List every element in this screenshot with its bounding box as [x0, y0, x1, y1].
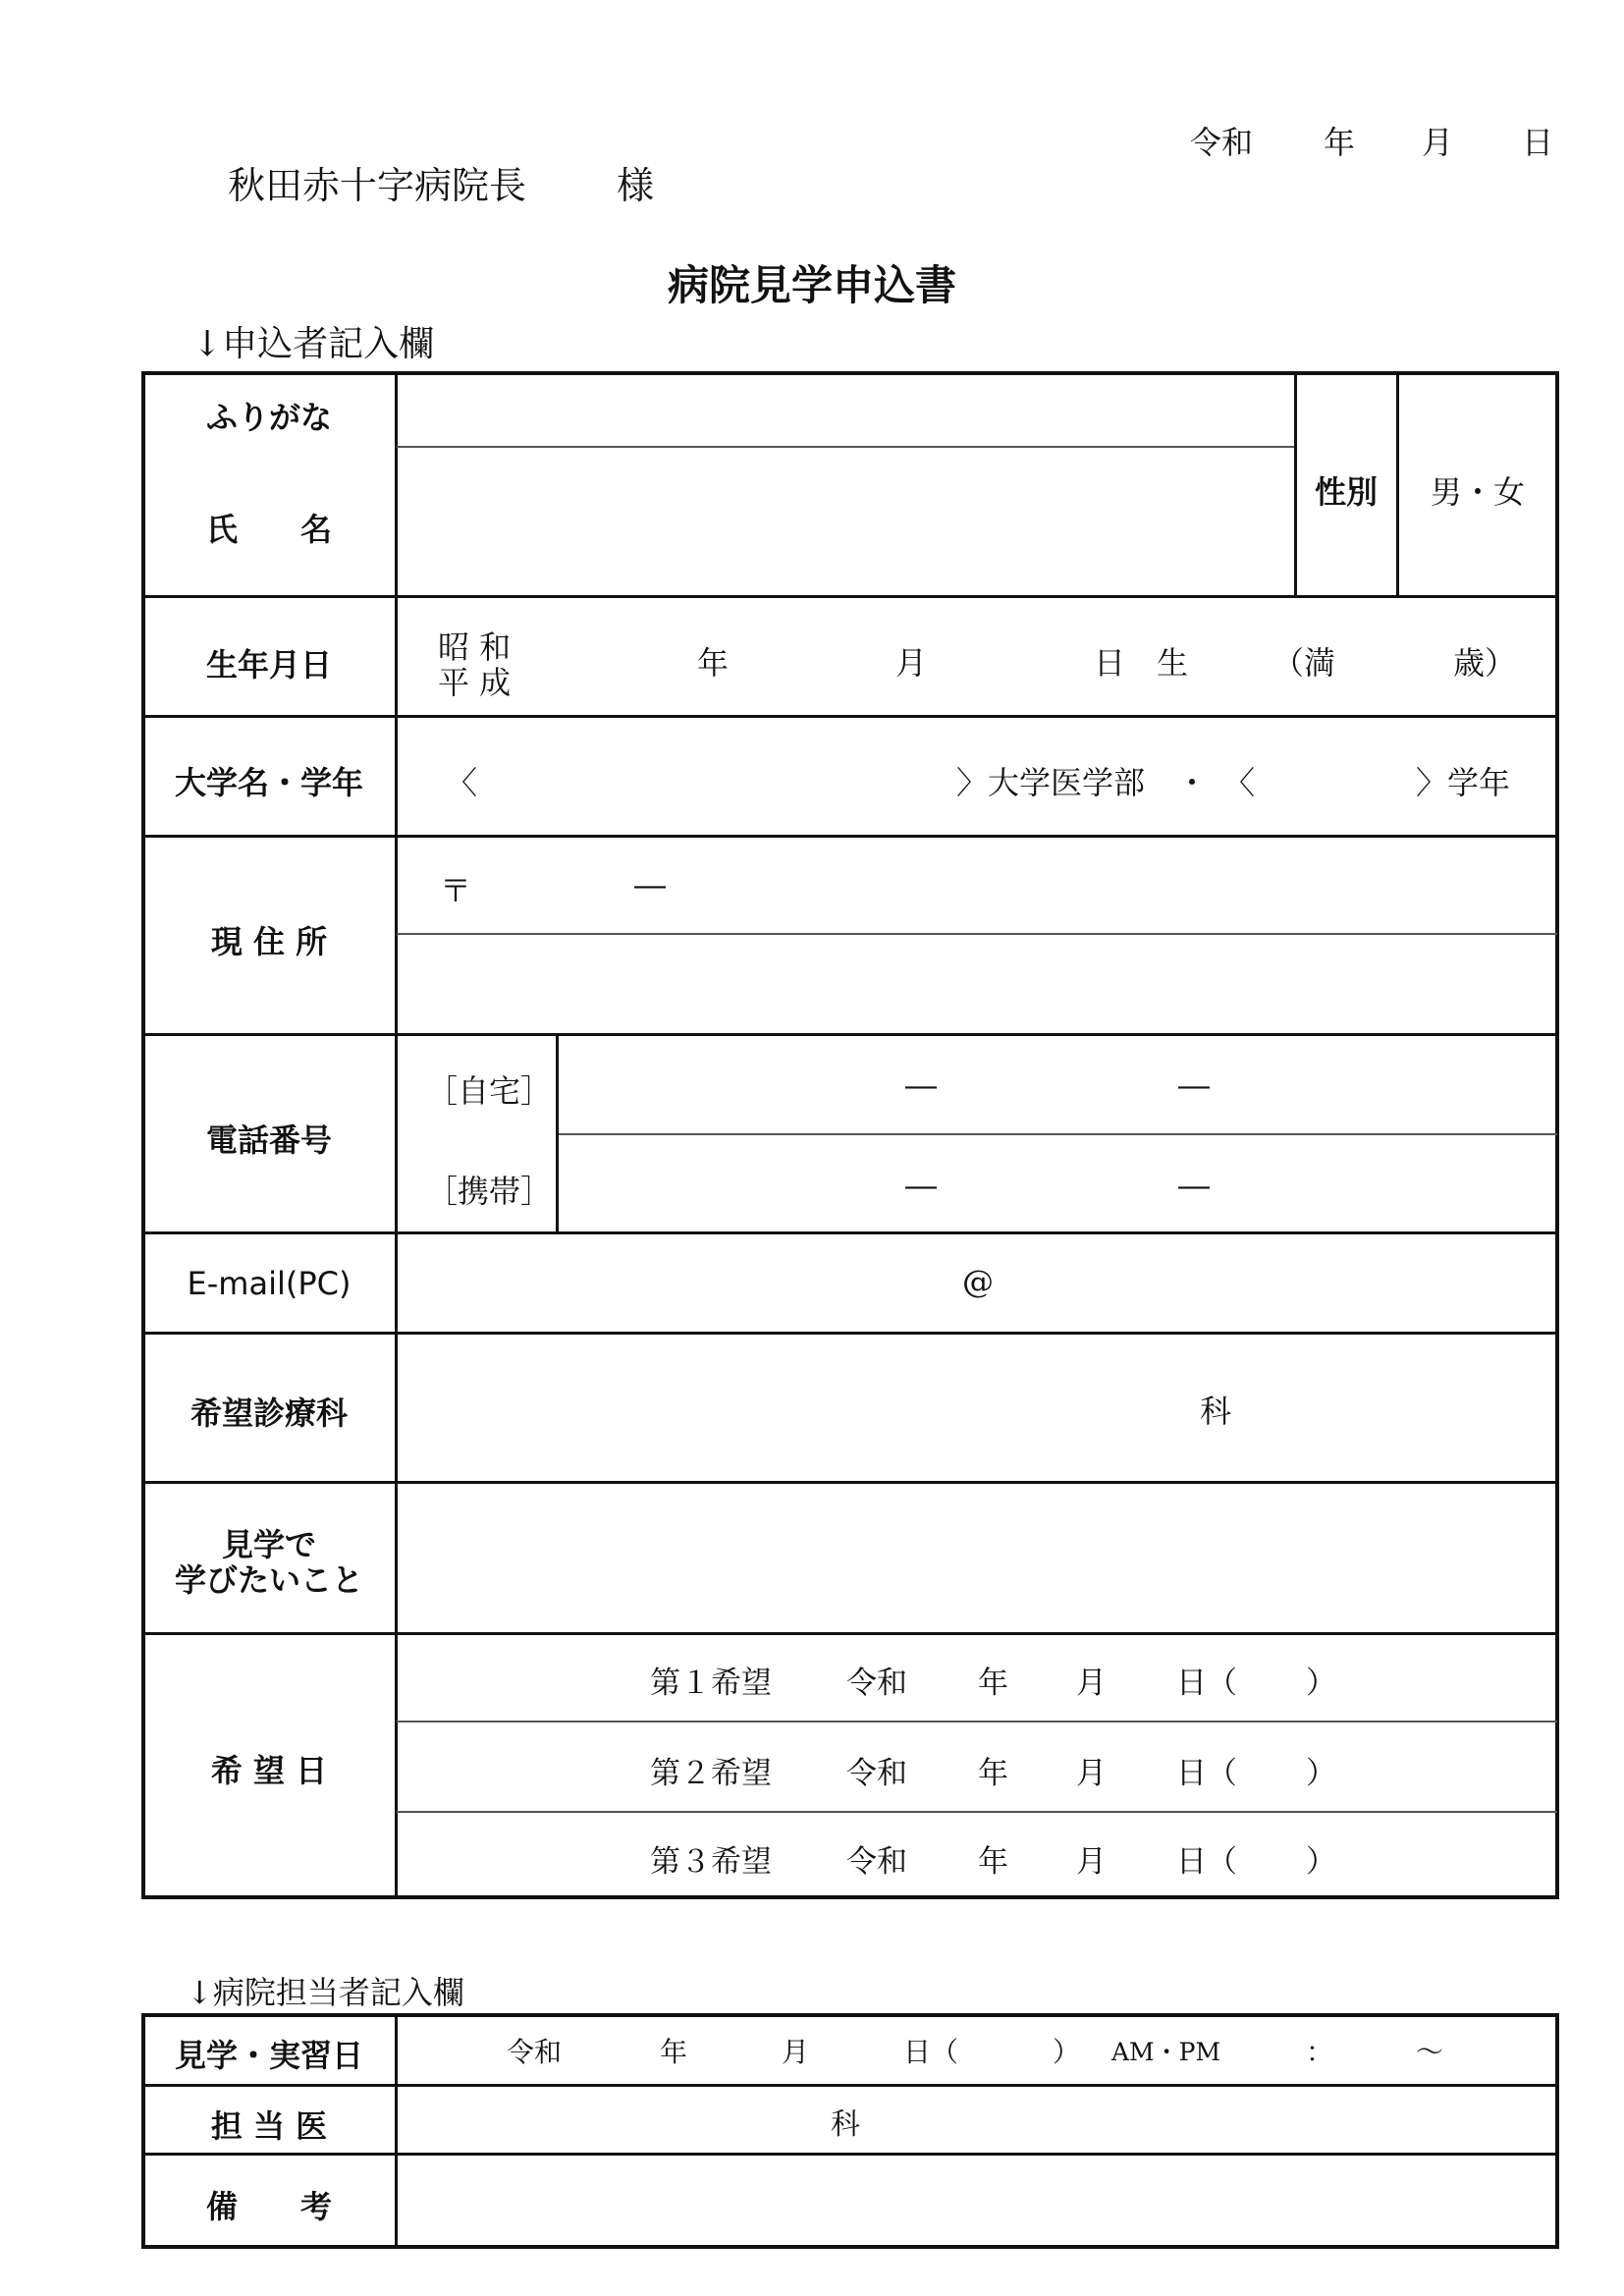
wish-1-close: ）: [1306, 1666, 1336, 1701]
learn-label-1: 見学で: [221, 1526, 316, 1563]
wish-1-year: 年: [978, 1666, 1008, 1701]
birth-month: 月: [895, 644, 928, 682]
visit-label: 見学・実習日: [174, 2037, 363, 2074]
phone-mobile-label: ［携帯］: [426, 1173, 553, 1210]
wish-1-day: 日（: [1176, 1666, 1237, 1701]
gender-options[interactable]: 男・女: [1430, 473, 1525, 511]
notes-label: 備 考: [205, 2188, 332, 2225]
wish-2-year: 年: [978, 1756, 1008, 1791]
department-suffix: 科: [1200, 1393, 1232, 1430]
postal-mark: 〒: [440, 872, 472, 909]
department-label: 希望診療科: [189, 1394, 348, 1432]
gender-label: 性別: [1314, 473, 1378, 511]
email-at: @: [962, 1263, 994, 1300]
furigana-label: ふりがな: [205, 399, 332, 436]
address-label: 現 住 所: [210, 923, 328, 960]
phone-mobile-dash-2: ―: [1178, 1167, 1210, 1204]
addressee: 秋田赤十字病院長: [228, 164, 527, 207]
wish-3-rank: 第３希望: [650, 1844, 772, 1880]
wish-3-day: 日（: [1176, 1844, 1237, 1880]
phone-mobile-dash-1: ―: [905, 1167, 937, 1204]
birth-era-heisei[interactable]: 平 成: [438, 664, 512, 701]
university-label: 大学名・学年: [174, 764, 363, 801]
wish-2-rank: 第２希望: [650, 1756, 772, 1791]
phone-label: 電話番号: [205, 1121, 332, 1159]
addressee-suffix: 様: [617, 164, 655, 207]
birth-label: 生年月日: [205, 646, 332, 683]
phone-home-dash-2: ―: [1178, 1066, 1210, 1104]
wish-3-month: 月: [1076, 1844, 1107, 1880]
wish-2-month: 月: [1076, 1756, 1107, 1791]
visit-era: 令和: [507, 2036, 563, 2068]
date-era: 令和: [1190, 124, 1254, 161]
visit-ampm[interactable]: AM・PM: [1111, 2038, 1221, 2066]
birth-year: 年: [697, 644, 730, 682]
birth-day: 日 生: [1094, 644, 1189, 682]
wish-3-close: ）: [1306, 1844, 1336, 1880]
page-title: 病院見学申込書: [667, 261, 956, 309]
visit-day: 日（: [903, 2036, 959, 2068]
phone-home-dash-1: ―: [905, 1066, 937, 1104]
staff-section-heading: ↓病院担当者記入欄: [187, 1974, 464, 2011]
postal-dash: ―: [634, 866, 666, 903]
date-year: 年: [1324, 124, 1356, 161]
age-open: （満: [1272, 644, 1336, 682]
learn-field[interactable]: [399, 1485, 1555, 1630]
visit-month: 月: [782, 2036, 810, 2068]
furigana-field[interactable]: [399, 375, 1292, 444]
name-field[interactable]: [399, 450, 1292, 593]
wish-1-rank: 第１希望: [650, 1666, 772, 1701]
doctor-suffix: 科: [831, 2107, 860, 2142]
name-label: 氏 名: [205, 511, 332, 548]
wish-label: 希 望 日: [210, 1752, 328, 1789]
date-month: 月: [1422, 124, 1454, 161]
phone-home-label: ［自宅］: [426, 1072, 553, 1110]
date-day: 日: [1522, 124, 1554, 161]
university-open: 〈: [446, 764, 478, 801]
university-close: 〉学年: [1416, 764, 1511, 801]
university-mid: 〉大学医学部 ・ 〈: [956, 764, 1256, 801]
age-close: 歳）: [1453, 644, 1517, 682]
wish-1-month: 月: [1076, 1666, 1107, 1701]
learn-label-2: 学びたいこと: [174, 1561, 363, 1599]
notes-field[interactable]: [399, 2157, 1555, 2245]
visit-close: ）: [1053, 2036, 1081, 2068]
address-field[interactable]: [399, 937, 1555, 1031]
applicant-section-heading: ↓申込者記入欄: [192, 324, 435, 364]
email-label: E-mail(PC): [187, 1265, 352, 1302]
visit-tilde: ～: [1416, 2036, 1444, 2068]
doctor-label: 担 当 医: [210, 2107, 328, 2145]
wish-3-year: 年: [978, 1844, 1008, 1880]
visit-year: 年: [660, 2036, 688, 2068]
wish-3-era: 令和: [846, 1844, 907, 1880]
wish-2-close: ）: [1306, 1756, 1336, 1791]
birth-era-showa[interactable]: 昭 和: [438, 629, 512, 666]
visit-colon: ：: [1306, 2036, 1334, 2068]
wish-1-era: 令和: [846, 1666, 907, 1701]
wish-2-era: 令和: [846, 1756, 907, 1791]
wish-2-day: 日（: [1176, 1756, 1237, 1791]
